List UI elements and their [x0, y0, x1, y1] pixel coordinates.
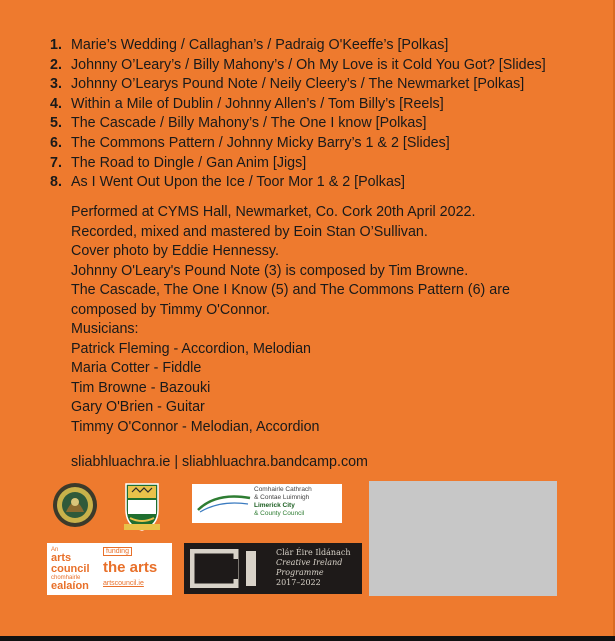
track-title: Johnny O’Leary’s / Billy Mahony’s / Oh My Love is it Cold You Got? [Slides]	[71, 56, 546, 73]
track-title: As I Went Out Upon the Ice / Toor Mor 1 & 2 [Polkas]	[71, 174, 406, 191]
musicians-heading: Musicians:	[71, 321, 139, 337]
track-item	[50, 154, 546, 174]
musician-line: Gary O'Brien - Guitar	[71, 399, 205, 415]
musician-line: Maria Cotter - Fiddle	[71, 360, 202, 376]
musician-line: Patrick Fleming - Accordion, Melodian	[71, 340, 311, 357]
track-number: 2.	[50, 56, 62, 73]
track-item	[50, 134, 546, 154]
musician-line: Tim Browne - Bazouki	[71, 379, 211, 396]
recording-venue-note: Performed at CYMS Hall, Newmarket, Co. Cork 20th April 2022.	[71, 204, 476, 220]
track-item	[50, 56, 546, 76]
photo-credit-note: Cover photo by Eddie Hennessy.	[71, 243, 279, 259]
composer-note: Johnny O'Leary's Pound Note (3) is composed by Tim Browne.	[71, 262, 469, 279]
track-title: The Commons Pattern / Johnny Micky Barry’s 1 & 2 [Slides]	[71, 134, 450, 151]
limerick-english-name: Limerick City & County Council	[254, 502, 305, 517]
bottom-border	[0, 636, 615, 641]
round-seal-logo	[52, 482, 98, 528]
track-number: 7.	[50, 154, 62, 171]
arts-council-url: artscouncil.ie	[103, 580, 144, 587]
track-item	[50, 114, 546, 134]
website-links[interactable]: sliabhluachra.ie | sliabhluachra.bandcamp.com	[71, 454, 368, 470]
track-number: 8.	[50, 174, 62, 191]
swoosh-icon	[196, 490, 252, 516]
blank-placeholder-image	[369, 481, 557, 596]
creative-ireland-text: Clár Éire Ildánach Creative Ireland Programme 2017–2022	[276, 548, 351, 587]
track-item	[50, 173, 546, 193]
track-title: Within a Mile of Dublin / Johnny Allen’s / Tom Billy’s [Reels]	[71, 95, 444, 112]
the-arts-text: the arts	[103, 559, 158, 576]
track-item	[50, 95, 546, 115]
track-number: 6.	[50, 134, 62, 151]
creative-ireland-logo	[184, 543, 362, 594]
funding-tag: funding	[103, 547, 132, 556]
track-item	[50, 75, 546, 95]
track-title: The Cascade / Billy Mahony’s / The One I know [Polkas]	[71, 115, 427, 132]
track-title: The Road to Dingle / Gan Anim [Jigs]	[71, 154, 307, 171]
credits-notes	[71, 203, 591, 437]
track-title: Johnny O’Learys Pound Note / Neily Cleery’s / The Newmarket [Polkas]	[71, 76, 525, 93]
track-item	[50, 36, 546, 56]
composer-note: The Cascade, The One I Know (5) and The Commons Pattern (6) are	[71, 282, 510, 298]
track-list	[50, 36, 546, 193]
coat-of-arms-logo	[120, 480, 164, 532]
composer-note: composed by Timmy O'Connor.	[71, 301, 270, 318]
track-number: 3.	[50, 76, 62, 93]
creative-ireland-mark-icon	[190, 549, 270, 588]
arts-council-wordmark: An arts council chomhairle ealaíon	[51, 547, 90, 592]
engineer-note: Recorded, mixed and mastered by Eoin Stan O’Sullivan.	[71, 223, 428, 240]
track-number: 1.	[50, 37, 62, 53]
track-number: 4.	[50, 95, 62, 112]
limerick-irish-name: Comhairle Cathrach & Contae Luimnigh	[254, 486, 312, 501]
musician-line: Timmy O'Connor - Melodian, Accordion	[71, 418, 320, 435]
limerick-council-logo	[192, 484, 342, 523]
arts-council-logo	[47, 543, 172, 595]
track-title: Marie’s Wedding / Callaghan’s / Padraig O'Keeffe’s [Polkas]	[71, 37, 449, 53]
track-number: 5.	[50, 115, 62, 132]
